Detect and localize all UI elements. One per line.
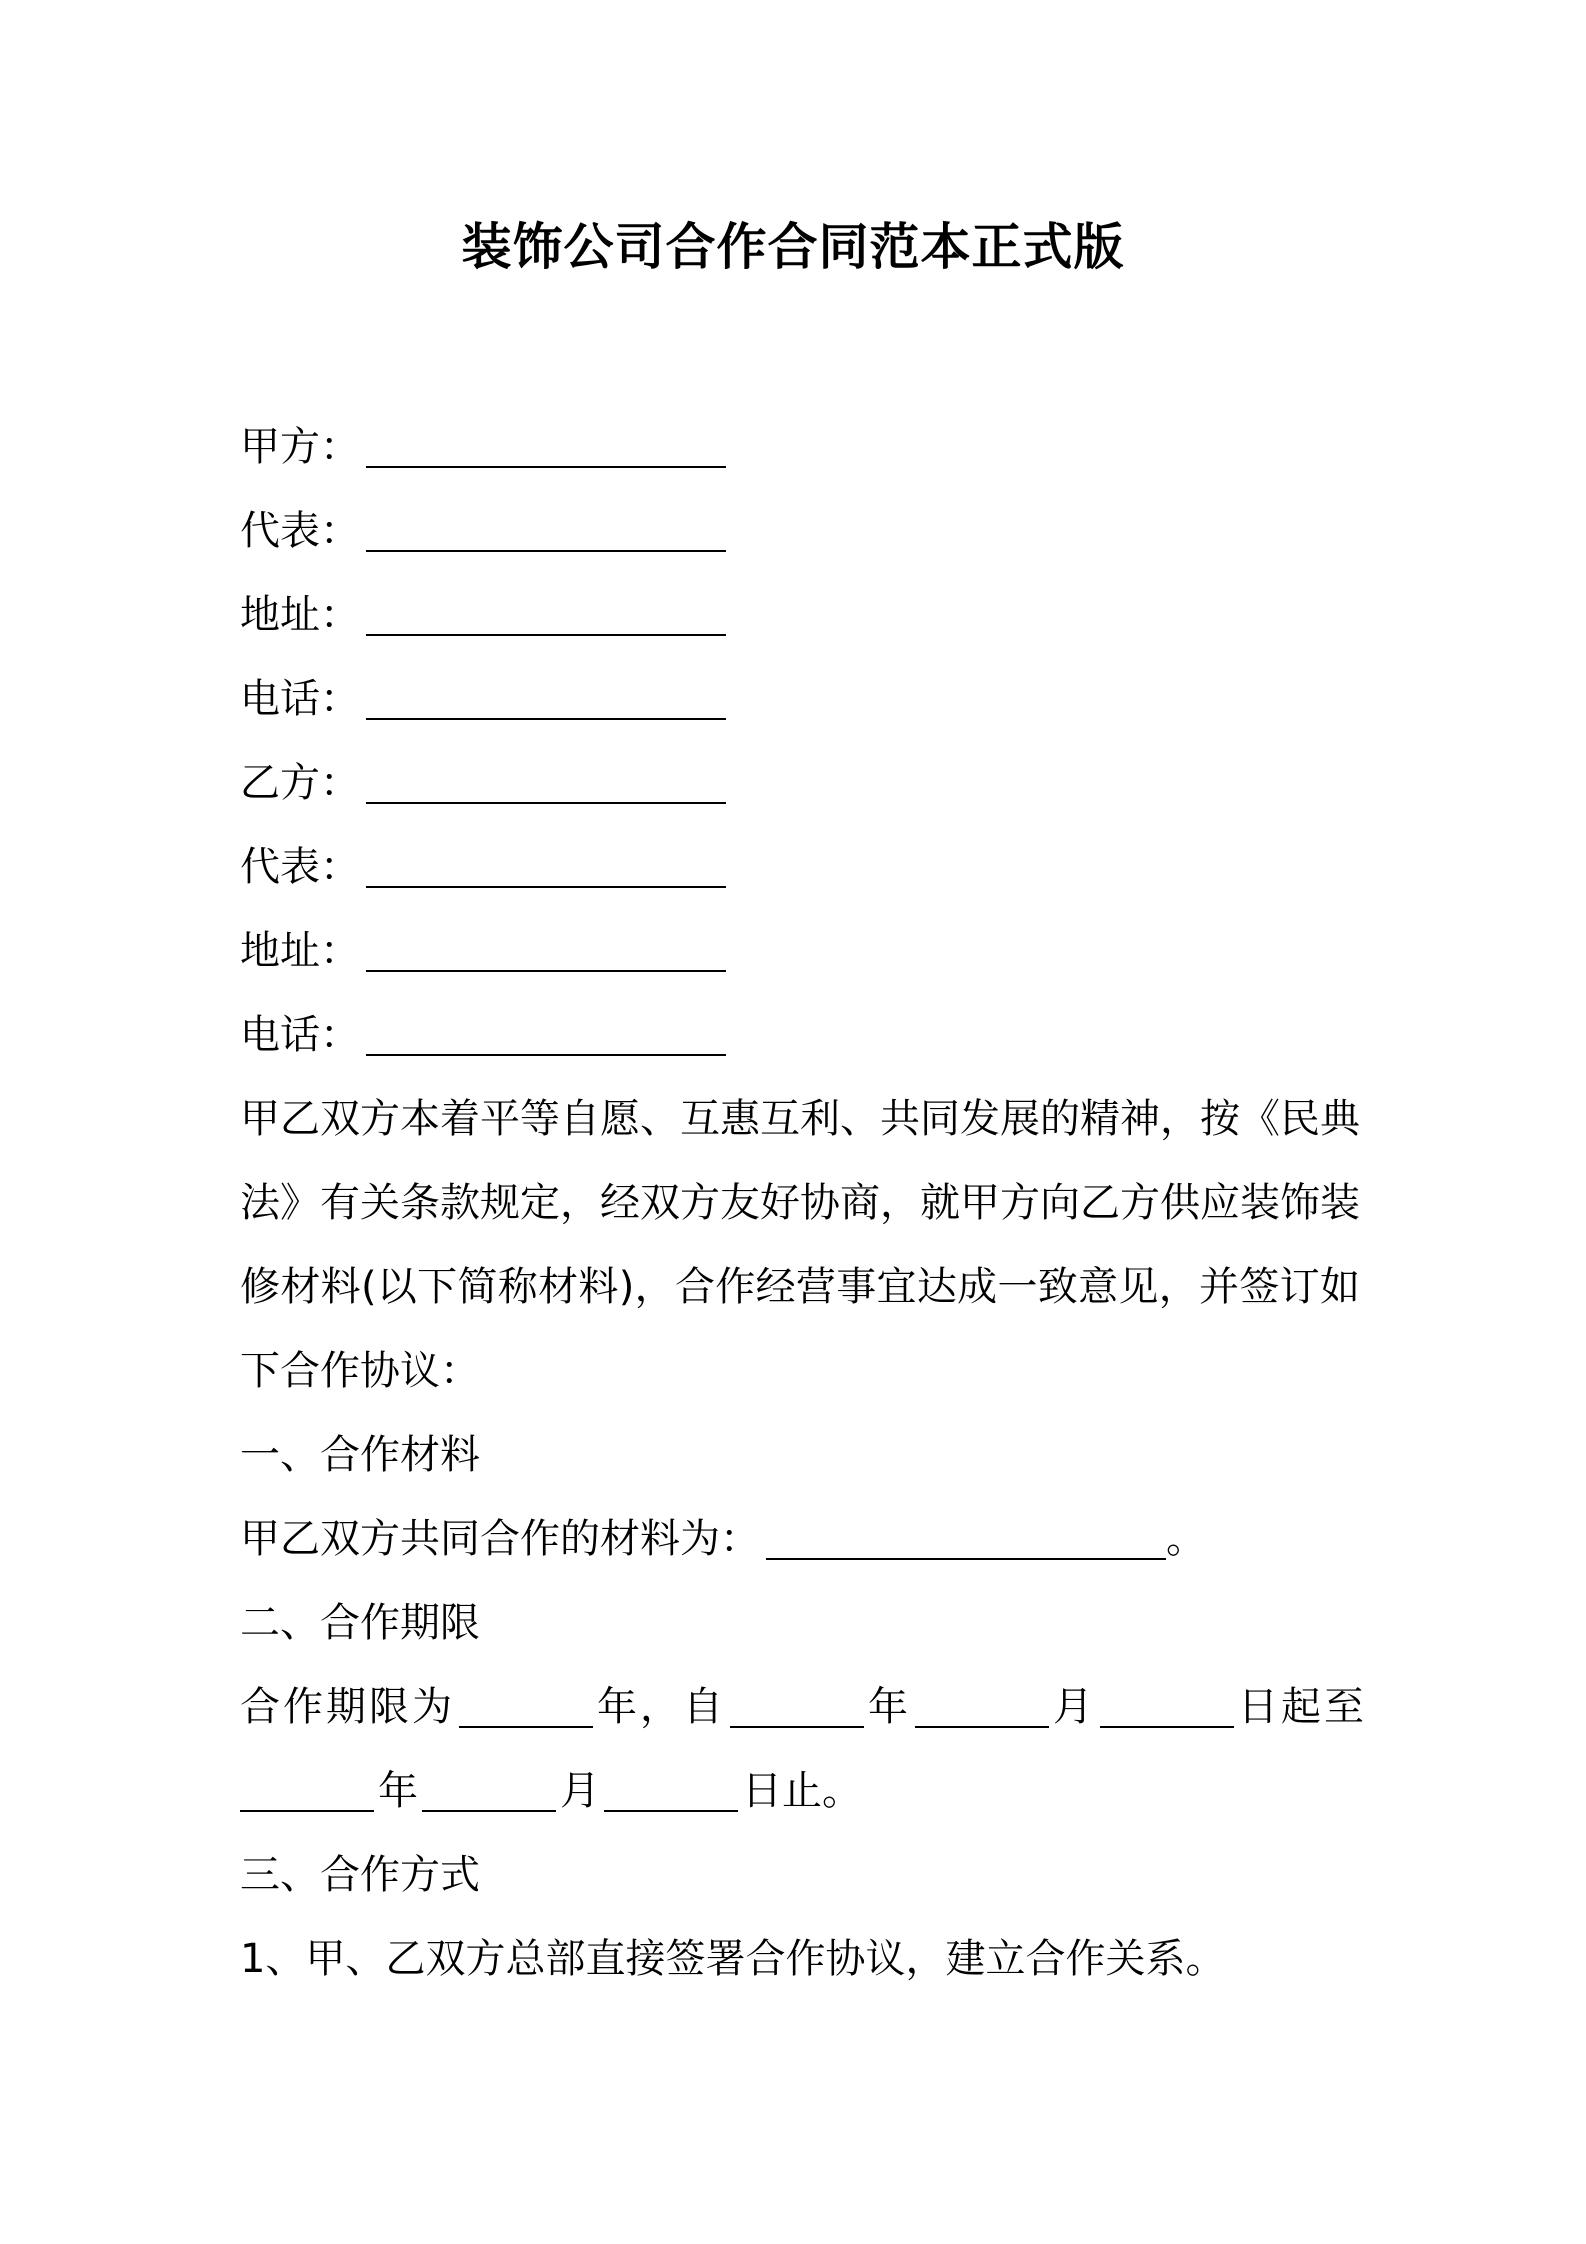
- field-label: 乙方：: [240, 760, 360, 806]
- clause-text: 日止。: [742, 1768, 862, 1814]
- party-b-address-field: [240, 909, 1360, 993]
- fill-in-blank: [366, 502, 726, 552]
- party-a-representative-field: [240, 489, 1360, 573]
- section-heading: 二、合作期限: [240, 1600, 480, 1646]
- clause-text: 年: [868, 1684, 911, 1730]
- field-label: 代表：: [240, 508, 360, 554]
- party-b-field: [240, 741, 1360, 825]
- party-a-field: [240, 405, 1360, 489]
- clause-text: 年，自: [597, 1684, 726, 1730]
- fill-in-blank: [366, 922, 726, 972]
- field-label: 地址：: [240, 928, 360, 974]
- fill-in-blank: [730, 1678, 864, 1728]
- section-heading: 三、合作方式: [240, 1852, 480, 1898]
- fill-in-blank: [915, 1678, 1049, 1728]
- fill-in-blank: [766, 1510, 1166, 1560]
- clause-text: 月: [560, 1768, 600, 1814]
- fill-in-blank: [366, 838, 726, 888]
- party-a-phone-field: [240, 657, 1360, 741]
- clause-text: 甲乙双方共同合作的材料为：: [240, 1516, 760, 1562]
- field-label: 地址：: [240, 592, 360, 638]
- section-heading: 一、合作材料: [240, 1432, 480, 1478]
- fill-in-blank: [366, 754, 726, 804]
- document-body: [240, 405, 1367, 2001]
- cooperation-item: 1、甲、乙双方总部直接签署合作协议，建立合作关系。: [240, 1936, 1226, 1982]
- clause-text: 年: [378, 1768, 418, 1814]
- party-b-representative-field: [240, 825, 1360, 909]
- fill-in-blank: [1100, 1678, 1234, 1728]
- material-clause: [240, 1497, 1360, 1581]
- fill-in-blank: [604, 1762, 738, 1812]
- field-label: 电话：: [240, 1012, 360, 1058]
- clause-text: 合作期限为: [240, 1684, 455, 1730]
- field-label: 电话：: [240, 676, 360, 722]
- party-a-address-field: [240, 573, 1360, 657]
- field-label: 代表：: [240, 844, 360, 890]
- fill-in-blank: [366, 418, 726, 468]
- fill-in-blank: [422, 1762, 556, 1812]
- period-clause-line-2: [240, 1749, 1360, 1833]
- clause-text: 月: [1053, 1684, 1096, 1730]
- period-clause-line-1: [240, 1665, 1367, 1749]
- fill-in-blank: [240, 1762, 374, 1812]
- fill-in-blank: [459, 1678, 593, 1728]
- fill-in-blank: [366, 1006, 726, 1056]
- document-title: 装饰公司合作合同范本正式版: [461, 218, 1125, 276]
- field-label: 甲方：: [240, 424, 360, 470]
- clause-text: 日起至: [1238, 1684, 1367, 1730]
- fill-in-blank: [366, 586, 726, 636]
- clause-text: 。: [1166, 1516, 1206, 1562]
- party-b-phone-field: [240, 993, 1360, 1077]
- intro-paragraph: 甲乙双方本着平等自愿、互惠互利、共同发展的精神，按《民典法》有关条款规定，经双方友好协商，就甲方向乙方供应装饰装修材料(以下简称材料)，合作经营事宜达成一致意见，并签订如下合作协议：: [240, 1096, 1360, 1394]
- fill-in-blank: [366, 670, 726, 720]
